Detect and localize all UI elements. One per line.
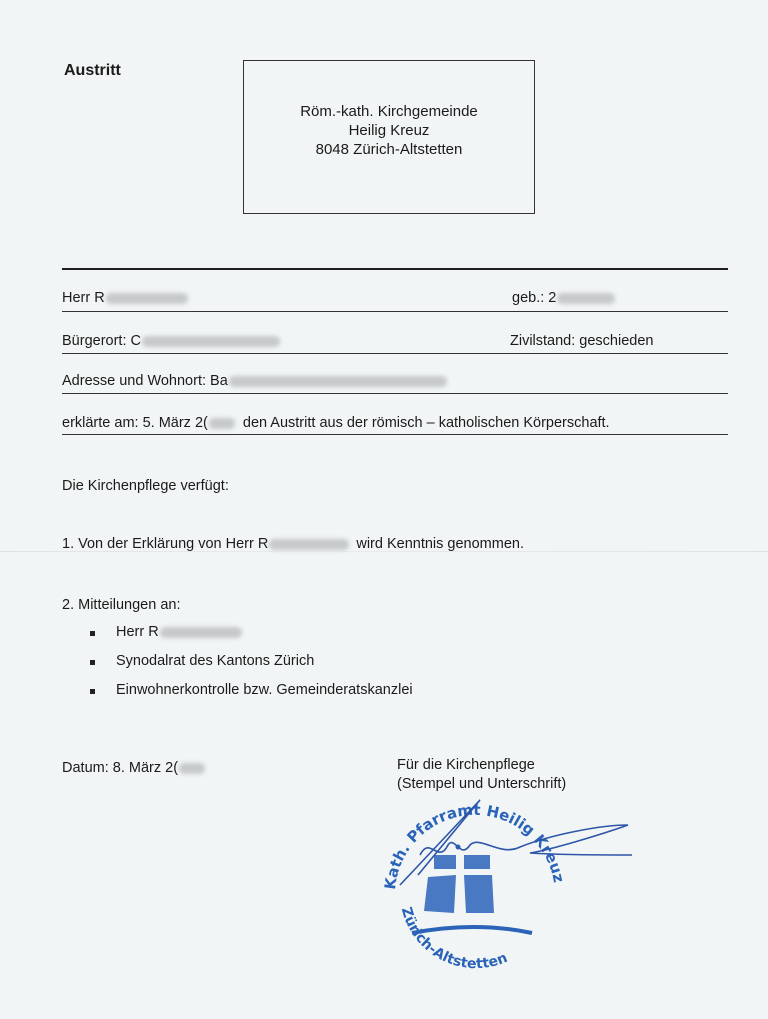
list-item: Herr R <box>90 624 242 640</box>
recipient-address-box <box>243 60 535 214</box>
declared-suffix: den Austritt aus der römisch – katholischen Körperschaft. <box>242 415 610 431</box>
bullet-icon <box>90 689 95 694</box>
declared-prefix: erklärte am: 5. März 2( <box>62 415 208 431</box>
recipient-line-3: 8048 Zürich-Altstetten <box>315 141 463 158</box>
list-item: Synodalrat des Kantons Zürich <box>90 653 314 669</box>
signature-line-2: (Stempel und Unterschrift) <box>397 776 567 792</box>
date-field <box>62 760 205 776</box>
header-divider <box>62 268 728 270</box>
recipient-line-1: Röm.-kath. Kirchgemeinde <box>300 103 478 120</box>
decision-item-1 <box>62 536 524 552</box>
svg-text:Zürich-Altstetten: Zürich-Altstetten <box>397 905 510 973</box>
redacted-name <box>106 293 188 304</box>
origin-label: Bürgerort: C <box>62 333 141 349</box>
redacted-name <box>160 627 242 638</box>
item1-suffix: wird Kenntnis genommen. <box>356 536 525 552</box>
item1-prefix: 1. Von der Erklärung von Herr R <box>62 536 269 552</box>
row-line <box>62 311 728 312</box>
bullet-icon <box>90 660 95 665</box>
recipient-line-2: Heilig Kreuz <box>348 122 430 139</box>
declaration-row <box>62 415 728 435</box>
redacted-year <box>179 763 205 774</box>
civil-status: Zivilstand: geschieden <box>510 333 654 349</box>
signature-block <box>397 756 566 794</box>
address-label: Adresse und Wohnort: Ba <box>62 373 228 389</box>
redacted-birthdate <box>557 293 615 304</box>
document-title: Austritt <box>64 62 121 79</box>
birth-field <box>512 290 615 306</box>
decision-heading: Die Kirchenpflege verfügt: <box>62 478 229 494</box>
list-item: Einwohnerkontrolle bzw. Gemeinderatskanzlei <box>90 682 413 698</box>
signature-line-1: Für die Kirchenpflege <box>397 757 535 773</box>
birth-label: geb.: 2 <box>512 290 557 306</box>
address-row <box>62 373 728 393</box>
redacted-name <box>269 539 349 550</box>
origin-row <box>62 333 728 353</box>
decision-item-2: 2. Mitteilungen an: <box>62 597 181 613</box>
redacted-origin <box>142 336 280 347</box>
row-line <box>62 393 728 394</box>
bullet-icon <box>90 631 95 636</box>
church-stamp-icon <box>360 795 660 995</box>
redacted-year <box>209 418 235 429</box>
date-label: Datum: 8. März 2( <box>62 760 179 776</box>
name-row <box>62 290 728 310</box>
row-line <box>62 353 728 354</box>
name-label: Herr R <box>62 290 105 306</box>
row-line <box>62 434 728 435</box>
redacted-address <box>229 376 447 387</box>
svg-text:Kath. Pfarramt Heilig Kreuz: Kath. Pfarramt Heilig Kreuz <box>381 800 568 891</box>
